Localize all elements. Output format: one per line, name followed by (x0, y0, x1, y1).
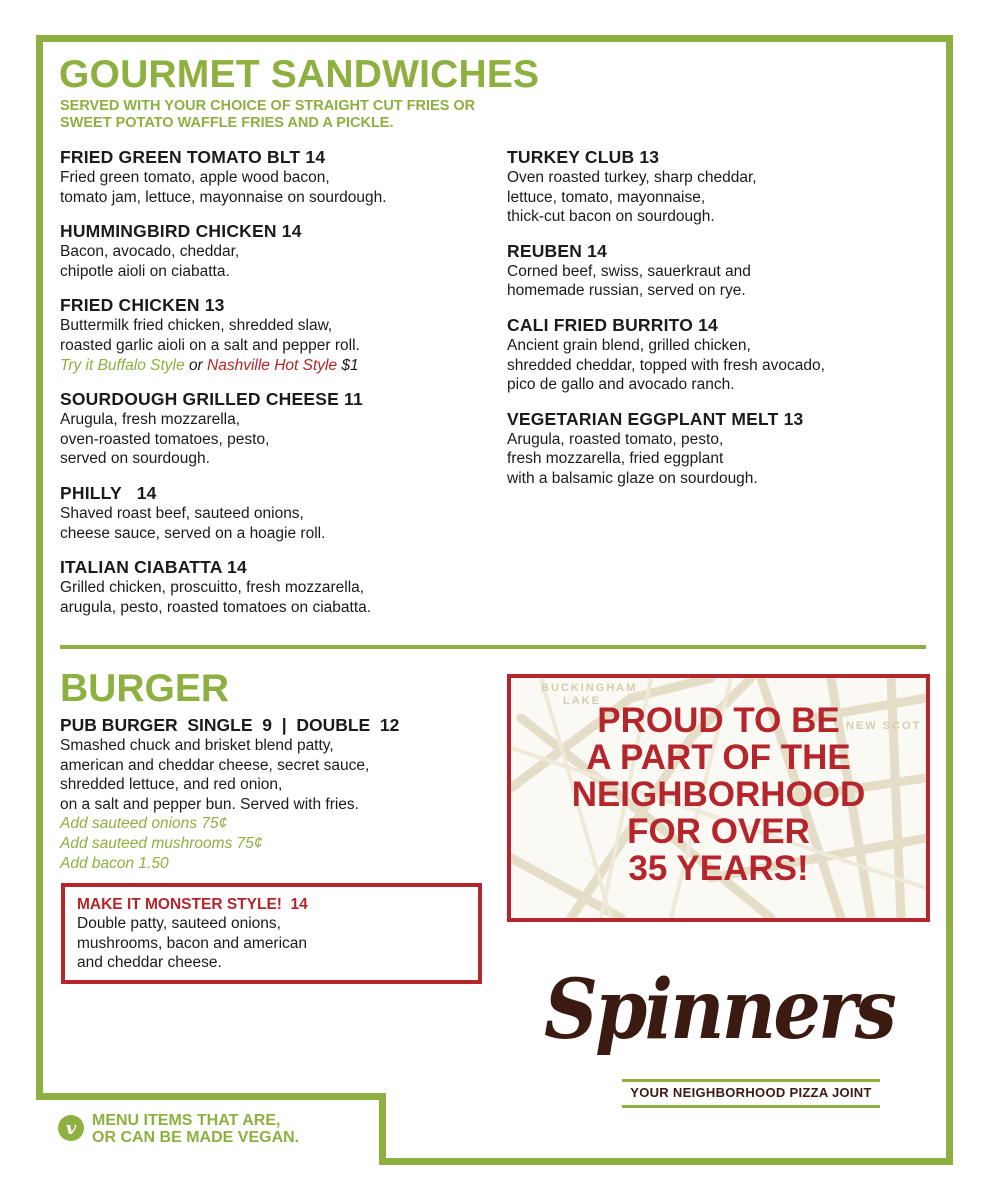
item-desc: on a salt and pepper bun. Served with fries. (60, 795, 359, 813)
section-divider (60, 645, 926, 649)
style-option (60, 356, 490, 376)
legend-line: MENU ITEMS THAT ARE, (92, 1112, 281, 1129)
sandwiches-heading: GOURMET SANDWICHES (59, 53, 540, 96)
logo-tagline: YOUR NEIGHBORHOOD PIZZA JOINT (630, 1085, 872, 1100)
addon-bacon: Add bacon 1.50 (60, 854, 169, 872)
sandwiches-right-column (507, 146, 927, 502)
item-name: VEGETARIAN EGGPLANT MELT 13 (507, 408, 804, 429)
menu-item-vegetarian-eggplant-melt (507, 408, 927, 489)
menu-item-cali-fried-burrito (507, 314, 927, 395)
item-name: PHILLY 14 (60, 482, 157, 503)
item-name: ITALIAN CIABATTA 14 (60, 557, 247, 578)
item-desc: arugula, pesto, roasted tomatoes on ciabatta. (60, 598, 372, 616)
item-desc: with a balsamic glaze on sourdough. (507, 469, 758, 487)
item-name: PUB BURGER SINGLE 9 | DOUBLE 12 (60, 715, 400, 735)
item-desc: shredded cheddar, topped with fresh avocado, (507, 356, 825, 374)
item-desc: Arugula, fresh mozzarella, (60, 411, 241, 429)
message-line: PROUD TO BE (597, 701, 840, 740)
menu-item-fried-chicken (60, 294, 490, 375)
item-desc: Oven roasted turkey, sharp cheddar, (507, 169, 757, 186)
buffalo-style-option: Try it Buffalo Style (60, 356, 185, 374)
item-desc: Arugula, roasted tomato, pesto, (507, 430, 724, 448)
menu-item-reuben (507, 240, 927, 301)
logo-wordmark: Spinners (544, 962, 896, 1055)
item-desc: pico de gallo and avocado ranch. (507, 376, 735, 394)
menu-item-philly (60, 482, 490, 543)
item-desc: Grilled chicken, proscuitto, fresh mozzarella, (60, 579, 365, 597)
menu-item-pub-burger (60, 714, 500, 873)
item-desc: Ancient grain blend, grilled chicken, (507, 336, 751, 354)
vegan-legend (36, 1093, 386, 1165)
item-desc: Buttermilk fried chicken, shredded slaw, (60, 317, 333, 335)
item-desc: homemade russian, served on rye. (507, 282, 746, 300)
option-price: $1 (341, 356, 359, 374)
item-desc: Fried green tomato, apple wood bacon, (60, 169, 330, 186)
message-line: 35 YEARS! (628, 849, 809, 888)
item-desc: oven-roasted tomatoes, pesto, (60, 430, 270, 448)
item-desc: fresh mozzarella, fried eggplant (507, 450, 724, 468)
menu-item-turkey-club (507, 146, 927, 227)
item-desc: chipotle aioli on ciabatta. (60, 262, 230, 280)
item-desc: Double patty, sauteed onions, (77, 915, 281, 932)
vegan-v-icon (57, 1114, 85, 1142)
item-name: FRIED GREEN TOMATO BLT 14 (60, 147, 326, 167)
logo-tagline-block (622, 1079, 880, 1108)
option-or: or (188, 356, 203, 374)
addon-mushrooms: Add sauteed mushrooms 75¢ (60, 834, 263, 852)
item-name: CALI FRIED BURRITO 14 (507, 314, 718, 335)
item-desc: cheese sauce, served on a hoagie roll. (60, 524, 326, 542)
subtitle-line: SERVED WITH YOUR CHOICE OF STRAIGHT CUT FRIES OR (60, 98, 476, 114)
item-desc: and cheddar cheese. (77, 954, 222, 972)
map-label: NEW SCOT (846, 720, 922, 732)
message-line: NEIGHBORHOOD (571, 775, 866, 814)
neighborhood-message (511, 702, 926, 887)
item-name: HUMMINGBIRD CHICKEN 14 (60, 221, 302, 242)
map-label: BUCKINGHAM (541, 682, 638, 694)
item-name: SOURDOUGH GRILLED CHEESE 11 (60, 389, 363, 410)
monster-style-box (61, 883, 482, 984)
sandwiches-left-column (60, 146, 490, 630)
message-line: A PART OF THE (586, 738, 851, 777)
vegan-icon-letter: v (65, 1118, 77, 1139)
burger-heading: BURGER (60, 667, 230, 710)
item-desc: Smashed chuck and brisket blend patty, (60, 737, 334, 754)
item-name: REUBEN 14 (507, 240, 608, 261)
tagline-rule (622, 1105, 880, 1108)
neighborhood-banner (507, 674, 930, 922)
item-desc: mushrooms, bacon and american (77, 934, 308, 952)
nashville-style-option: Nashville Hot Style (207, 356, 338, 374)
item-desc: tomato jam, lettuce, mayonnaise on sourdough. (60, 188, 387, 206)
item-desc: Bacon, avocado, cheddar, (60, 243, 240, 261)
item-desc: Corned beef, swiss, sauerkraut and (507, 262, 751, 280)
menu-item-sourdough-grilled-cheese (60, 388, 490, 469)
menu-item-hummingbird-chicken (60, 220, 490, 281)
map-label: LAKE (563, 695, 601, 707)
tagline-rule (622, 1079, 880, 1082)
subtitle-line: SWEET POTATO WAFFLE FRIES AND A PICKLE. (60, 115, 394, 131)
sandwiches-subtitle (60, 98, 475, 132)
menu-item-italian-ciabatta (60, 556, 490, 617)
message-line: FOR OVER (627, 812, 810, 851)
item-desc: roasted garlic aioli on a salt and pepper roll. (60, 336, 360, 354)
addon-onions: Add sauteed onions 75¢ (60, 815, 228, 833)
item-desc: lettuce, tomato, mayonnaise, (507, 188, 706, 206)
item-desc: american and cheddar cheese, secret sauce, (60, 756, 370, 774)
item-name: FRIED CHICKEN 13 (60, 295, 225, 316)
item-desc: served on sourdough. (60, 450, 210, 468)
item-desc: Shaved roast beef, sauteed onions, (60, 504, 304, 522)
item-desc: shredded lettuce, and red onion, (60, 776, 283, 794)
spinners-logo (540, 960, 900, 1055)
item-desc: thick-cut bacon on sourdough. (507, 208, 715, 226)
item-name: TURKEY CLUB 13 (507, 147, 660, 167)
menu-item-fried-green-tomato-blt (60, 146, 490, 207)
vegan-legend-text (92, 1113, 299, 1146)
monster-style-name: MAKE IT MONSTER STYLE! 14 (77, 896, 308, 913)
legend-line: OR CAN BE MADE VEGAN. (92, 1128, 300, 1146)
